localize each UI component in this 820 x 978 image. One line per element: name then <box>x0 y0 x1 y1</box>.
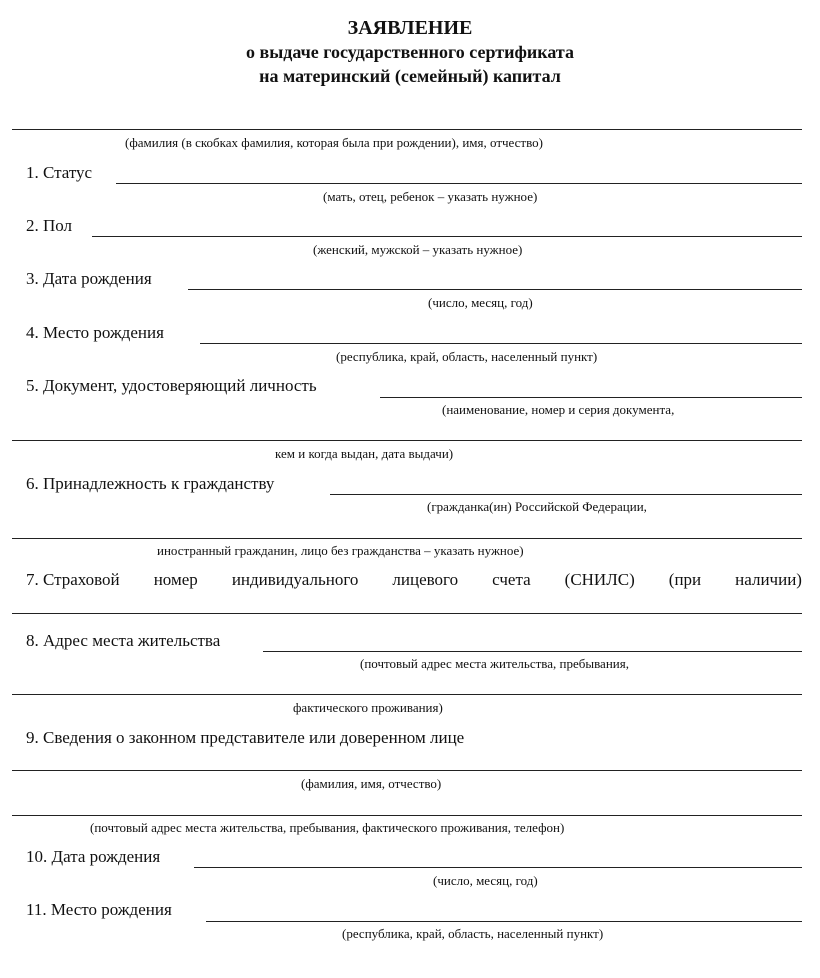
rep-birth-date-hint: (число, месяц, год) <box>433 873 538 888</box>
rep-birth-place-label: 11. Место рождения <box>26 900 172 919</box>
snils-word: (СНИЛС) <box>564 570 635 589</box>
fio-hint: (фамилия (в скобках фамилия, которая была при рождении), имя, отчество) <box>125 135 543 150</box>
birth-place-hint: (республика, край, область, населенный пункт) <box>336 349 598 364</box>
representative-name-hint: (фамилия, имя, отчество) <box>301 776 442 791</box>
representative-label: 9. Сведения о законном представителе или доверенном лице <box>26 728 465 747</box>
form-subtitle-line-2: на материнский (семейный) капитал <box>259 66 561 86</box>
rep-birth-date-label: 10. Дата рождения <box>26 847 161 866</box>
snils-word: 7. Страховой <box>26 570 120 589</box>
address-hint-2: фактического проживания) <box>293 700 443 715</box>
rep-birth-date-input-line[interactable] <box>194 867 802 868</box>
birth-date-hint: (число, месяц, год) <box>428 295 533 310</box>
status-hint: (мать, отец, ребенок – указать нужное) <box>323 189 538 204</box>
snils-word: индивидуального <box>231 570 359 589</box>
form-subtitle-line-1: о выдаче государственного сертификата <box>246 42 574 62</box>
citizenship-input-line-2[interactable] <box>12 538 802 539</box>
birth-date-input-line[interactable] <box>188 289 802 290</box>
fio-input-line[interactable] <box>12 129 802 130</box>
snils-word: счета <box>492 570 531 589</box>
snils-word: номер <box>153 570 198 589</box>
citizenship-input-line[interactable] <box>330 494 802 495</box>
citizenship-hint-2: иностранный гражданин, лицо без гражданства – указать нужное) <box>157 543 524 558</box>
address-hint-1: (почтовый адрес места жительства, пребывания, <box>360 656 629 671</box>
identity-document-hint-1: (наименование, номер и серия документа, <box>442 402 675 417</box>
address-input-line-2[interactable] <box>12 694 802 695</box>
citizenship-label: 6. Принадлежность к гражданству <box>26 474 275 493</box>
sex-hint: (женский, мужской – указать нужное) <box>313 242 523 257</box>
representative-address-input-line[interactable] <box>12 815 802 816</box>
form-title: ЗАЯВЛЕНИЕ <box>347 17 473 39</box>
snils-word: наличии) <box>735 570 802 589</box>
address-input-line[interactable] <box>263 651 802 652</box>
birth-place-label: 4. Место рождения <box>26 323 164 342</box>
rep-birth-place-hint: (республика, край, область, населенный пункт) <box>342 926 604 941</box>
identity-document-input-line-2[interactable] <box>12 440 802 441</box>
rep-birth-place-input-line[interactable] <box>206 921 802 922</box>
identity-document-input-line[interactable] <box>380 397 802 398</box>
status-label: 1. Статус <box>26 163 93 182</box>
birth-date-label: 3. Дата рождения <box>26 269 152 288</box>
identity-document-label: 5. Документ, удостоверяющий личность <box>26 376 317 395</box>
snils-word: лицевого <box>392 570 459 589</box>
snils-label <box>26 570 802 590</box>
status-input-line[interactable] <box>116 183 802 184</box>
snils-input-line[interactable] <box>12 613 802 614</box>
birth-place-input-line[interactable] <box>200 343 802 344</box>
snils-word: (при <box>668 570 702 589</box>
sex-input-line[interactable] <box>92 236 802 237</box>
sex-label: 2. Пол <box>26 216 73 235</box>
address-label: 8. Адрес места жительства <box>26 631 221 650</box>
representative-address-hint: (почтовый адрес места жительства, пребывания, фактического проживания, телефон) <box>90 820 565 835</box>
representative-name-input-line[interactable] <box>12 770 802 771</box>
identity-document-hint-2: кем и когда выдан, дата выдачи) <box>275 446 454 461</box>
citizenship-hint-1: (гражданка(ин) Российской Федерации, <box>427 499 647 514</box>
